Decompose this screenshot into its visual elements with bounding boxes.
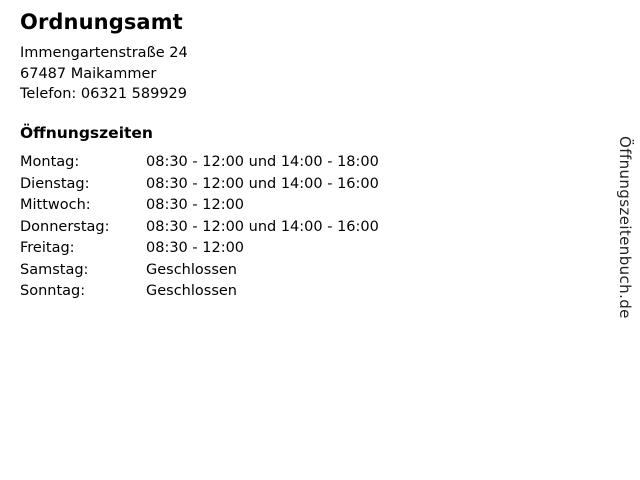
opening-hours-heading: Öffnungszeiten xyxy=(20,124,153,142)
day-label: Sonntag: xyxy=(20,283,86,299)
address-street: Immengartenstraße 24 xyxy=(20,45,188,61)
table-row xyxy=(20,219,476,241)
day-hours: Geschlossen xyxy=(146,283,237,299)
day-label: Samstag: xyxy=(20,261,89,278)
table-row xyxy=(20,262,476,284)
day-hours: 08:30 - 12:00 xyxy=(146,240,245,256)
table-row xyxy=(20,154,476,176)
table-row xyxy=(20,197,476,219)
address-phone: Telefon: 06321 589929 xyxy=(20,86,188,102)
day-label: Donnerstag: xyxy=(20,218,110,235)
table-row xyxy=(20,240,476,262)
day-label: Montag: xyxy=(20,154,80,170)
table-row xyxy=(20,176,476,198)
opening-hours-table xyxy=(20,154,476,305)
day-hours: 08:30 - 12:00 und 14:00 - 16:00 xyxy=(146,175,379,192)
address-city: 67487 Maikammer xyxy=(20,65,157,82)
watermark-label: Öffnungszeitenbuch.de xyxy=(616,136,634,319)
page-title: Ordnungsamt xyxy=(20,10,183,34)
day-label: Dienstag: xyxy=(20,175,90,192)
day-hours: 08:30 - 12:00 und 14:00 - 16:00 xyxy=(146,218,379,235)
day-label: Freitag: xyxy=(20,240,75,256)
day-hours: 08:30 - 12:00 und 14:00 - 18:00 xyxy=(146,154,379,170)
table-row xyxy=(20,283,476,305)
address-block xyxy=(20,43,188,105)
day-hours: Geschlossen xyxy=(146,261,237,278)
day-label: Mittwoch: xyxy=(20,197,91,213)
day-hours: 08:30 - 12:00 xyxy=(146,197,245,213)
